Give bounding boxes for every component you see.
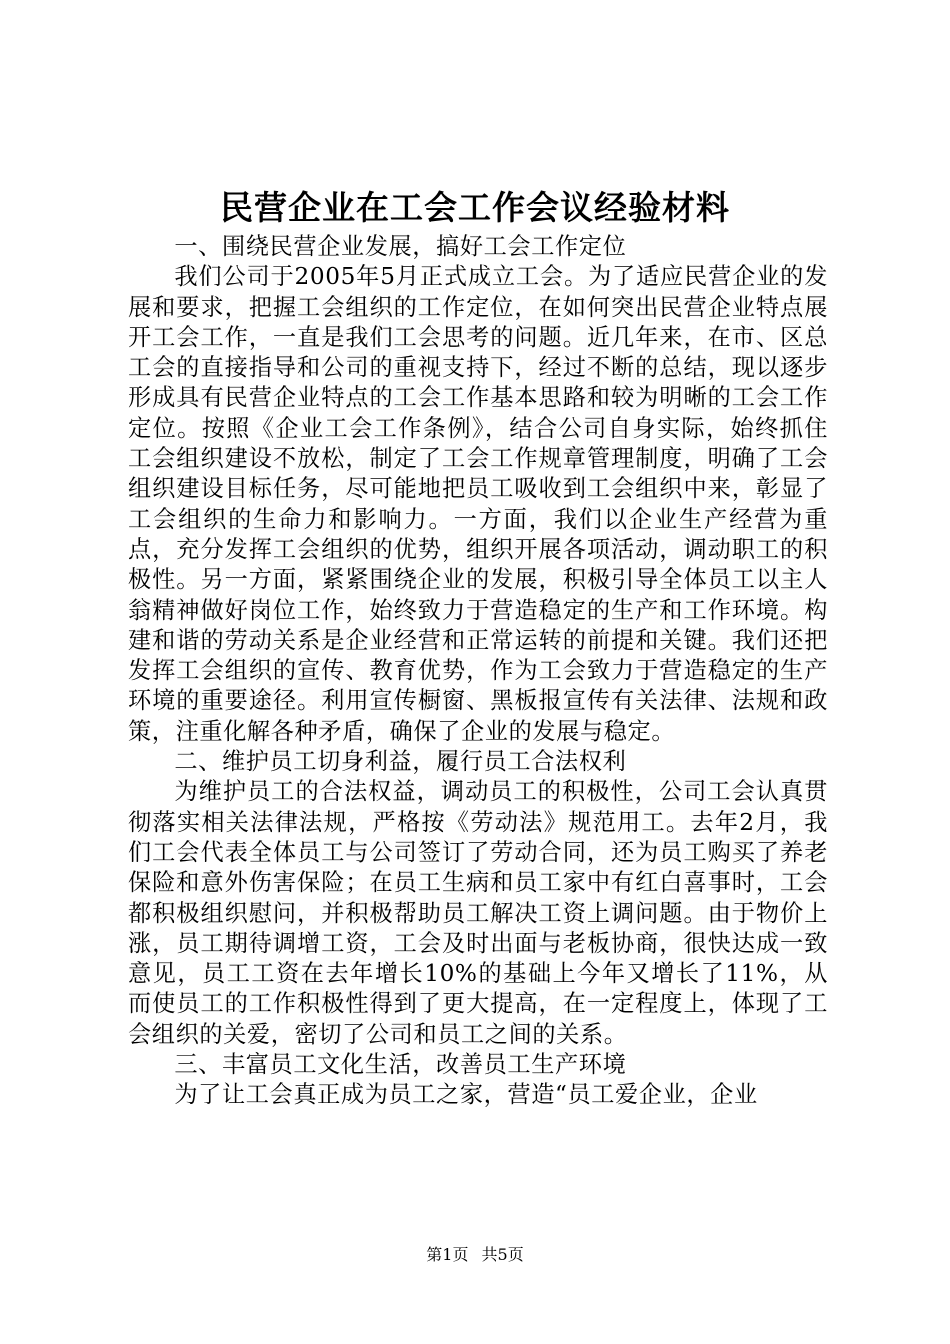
document-body	[128, 232, 828, 1111]
body-paragraph: 为维护员工的合法权益，调动员工的积极性，公司工会认真贯彻落实相关法律法规，严格按《劳动法》规范用工。去年2月，我们工会代表全体员工与公司签订了劳动合同，还为员工购买了养老保险和意外伤害保险；在员工生病和员工家中有红白喜事时，工会都积极组织慰问，并积极帮助员工解决工资上调问题。由于物价上涨，员工期待调增工资，工会及时出面与老板协商，很快达成一致意见，员工工资在去年增长10%的基础上今年又增长了11%，从而使员工的工作积极性得到了更大提高，在一定程度上，体现了工会组织的关爱，密切了公司和员工之间的关系。	[128, 778, 828, 1048]
section-heading: 二、维护员工切身利益，履行员工合法权利	[174, 748, 627, 776]
section-heading: 三、丰富员工文化生活，改善员工生产环境	[174, 1051, 627, 1079]
body-paragraph: 为了让工会真正成为员工之家，营造“员工爱企业，企业	[174, 1081, 758, 1109]
document-title: 民营企业在工会工作会议经验材料	[220, 188, 730, 227]
section-heading: 一、围绕民营企业发展，搞好工会工作定位	[174, 233, 627, 260]
body-paragraph: 我们公司于2005年5月正式成立工会。为了适应民营企业的发展和要求，把握工会组织的工作定位，在如何突出民营企业特点展开工会工作，一直是我们工会思考的问题。近几年来，在市、区总工会的直接指导和公司的重视支持下，经过不断的总结，现以逐步形成具有民营企业特点的工会工作基本思路和较为明晰的工会工作定位。按照《企业工会工作条例》，结合公司自身实际，始终抓住工会组织建设不放松，制定了工会工作规章管理制度，明确了工会组织建设目标任务，尽可能地把员工吸收到工会组织中来，彰显了工会组织的生命力和影响力。一方面，我们以企业生产经营为重点，充分发挥工会组织的优势，组织开展各项活动，调动职工的积极性。另一方面，紧紧围绕企业的发展，积极引导全体员工以主人翁精神做好岗位工作，始终致力于营造稳定的生产和工作环境。构建和谐的劳动关系是企业经营和正常运转的前提和关键。我们还把发挥工会组织的宣传、教育优势，作为工会致力于营造稳定的生产环境的重要途径。利用宣传橱窗、黑板报宣传有关法律、法规和政策，注重化解各种矛盾，确保了企业的发展与稳定。	[128, 263, 828, 745]
page-number-footer: 第1页 共5页	[426, 1245, 524, 1264]
